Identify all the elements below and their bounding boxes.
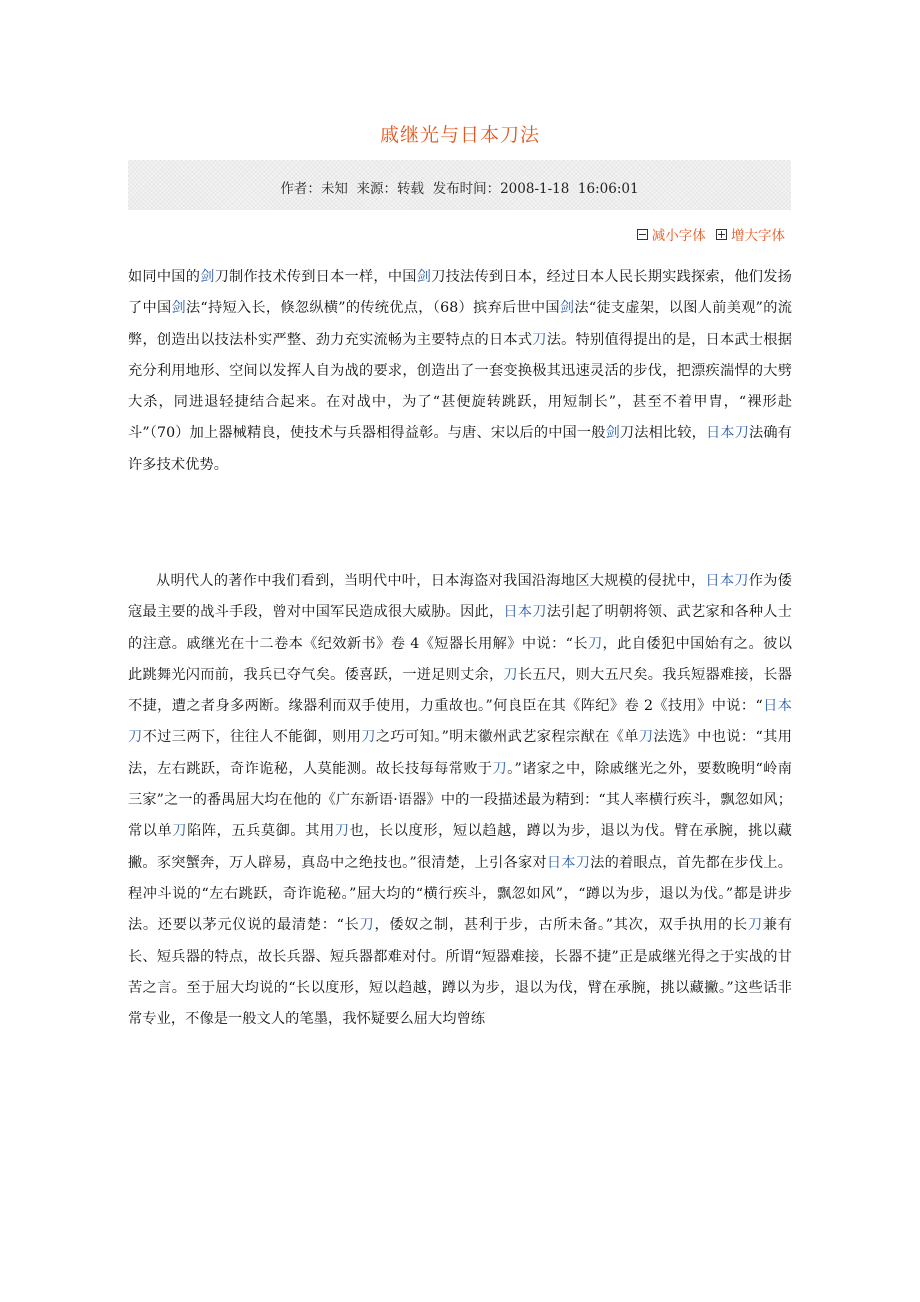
paragraph-text: 法确有许多技术优势。 [128, 425, 792, 473]
keyword-link[interactable]: 剑 [200, 269, 215, 285]
paragraph-text: 刀制作技术传到日本一样，中国 [214, 269, 417, 285]
keyword-link[interactable]: 日本刀 [546, 854, 591, 871]
paragraph-text: 之巧可知。”明末徽州武艺家程宗猷在《单 [375, 729, 639, 746]
plus-box-icon [716, 229, 727, 240]
paragraph-text: 从明代人的著作中我们看到，当明代中叶，日本海盗对我国沿海地区大规模的侵扰中， [156, 573, 706, 589]
paragraph-text: 作为倭寇最主要的战斗手段，曾对中国军民造成很大威胁。因此， [128, 573, 792, 621]
article-paragraph-1 [128, 262, 792, 481]
paragraph-text: 法。特别值得提出的是，日本武士根据充分利用地形、空间以发挥人自为战的要求，创造出了一套变换极其迅速灵活的步伐，把漂疾湍悍的大劈大杀，同进退轻捷结合起来。在对战中，为了“甚便旋转跳跃，用短制长”，甚至不着甲胄，“裸形赴斗”（70）加上器械精良，使技术与兵器相得益彰。与唐、宋以后的中国一般 [128, 331, 793, 442]
paragraph-text: 。”诸家之中，除戚继光之外，要数晚明“岭南三家”之一的番禺屈大均在他的《广东新语·语器》中的一段描述最为精到：“其人率横行疾斗，飘忽如风；常以单 [128, 760, 792, 840]
keyword-link[interactable]: 剑 [559, 300, 575, 317]
keyword-link[interactable]: 刀 [334, 823, 350, 840]
keyword-link[interactable]: 刀 [492, 760, 508, 777]
keyword-link[interactable]: 剑 [605, 425, 620, 442]
keyword-link[interactable]: 日本刀 [503, 604, 547, 621]
paragraph-text: 如同中国的 [128, 269, 201, 285]
article-meta-box [128, 160, 791, 210]
keyword-link[interactable]: 剑 [416, 269, 432, 285]
keyword-link[interactable]: 日本刀 [705, 573, 749, 589]
paragraph-text: 法“持短入长，倏忽纵横”的传统优点，（68）摈弃后世中国 [185, 300, 560, 317]
article-title: 戚继光与日本刀法 [379, 124, 540, 146]
keyword-link[interactable]: 日本刀 [128, 698, 792, 746]
article-meta: 作者：未知 来源：转载 发布时间：2008-1-18 16:06:01 [280, 181, 639, 197]
font-size-controls [631, 224, 785, 244]
keyword-link[interactable]: 日本刀 [705, 425, 749, 442]
keyword-link[interactable]: 刀 [359, 917, 375, 934]
paragraph-text: 法选》中也说：“其用法，左右跳跃，奇诈诡秘，人莫能测。故长技每每常败于 [128, 729, 792, 777]
paragraph-text: 法引起了明朝将领、武艺家和各种人士的注意。戚继光在十二卷本《纪效新书》卷 4《短器长用解》中说：“长 [128, 604, 793, 652]
minus-box-icon [637, 229, 648, 240]
paragraph-text: 兼有长、短兵器的特点，故长兵器、短兵器都难对付。所谓“短器难接，长器不捷”正是戚继光得之于实战的甘苦之言。至于屈大均说的“长以度形，短以趋越，蹲以为步，退以为伐，臂在承腕，挑以藏撇。”这些话非常专业，不像是一般文人的笔墨，我怀疑要么屈大均曾练 [128, 917, 792, 1028]
paragraph-text: 长五尺，则大五尺矣。我兵短器难接，长器不捷，遭之者身多两断。缘器利而双手使用，力重故也。”何良臣在其《阵纪》卷 2《技用》中说：“ [128, 666, 793, 715]
paragraph-text: 不过三两下，往往人不能御，则用 [142, 729, 362, 746]
increase-font-label: 增大字体 [731, 228, 785, 244]
paragraph-text: 法“徒支虚架，以图人前美观”的流弊，创造出以技法朴实严整、劲力充实流畅为主要特点的日本式 [128, 300, 792, 348]
decrease-font-label: 减小字体 [651, 228, 706, 244]
paragraph-text: 刀技法传到日本，经过日本人民长期实践探索，他们发扬了中国 [128, 269, 792, 317]
keyword-link[interactable]: 刀 [532, 331, 547, 348]
decrease-font-button[interactable] [637, 224, 706, 244]
paragraph-text: ，倭奴之制，甚利于步，古所未备。”其次，双手执用的长 [374, 917, 748, 934]
paragraph-text: 陷阵，五兵莫御。其用 [187, 823, 335, 840]
article-paragraph-2 [128, 566, 792, 1035]
keyword-link[interactable]: 刀 [361, 729, 376, 746]
paragraph-text: 法的着眼点，首先都在步伐上。程冲斗说的“左右跳跃，奇诈诡秘。”屈大均的“横行疾斗，飘忽如风”，“蹲以为步，退以为伐。”都是讲步法。还要以茅元仪说的最清楚：“长 [128, 854, 793, 934]
keyword-link[interactable]: 刀 [747, 917, 763, 934]
paragraph-text: 也，长以度形，短以趋越，蹲以为步，退以为伐。臂在承腕，挑以藏撇。豕突蟹奔，万人辟易，真岛中之绝技也。”很清楚，上引各家对 [128, 823, 792, 871]
keyword-link[interactable]: 刀 [172, 823, 188, 840]
paragraph-text: 刀法相比较， [619, 425, 706, 442]
keyword-link[interactable]: 刀 [503, 666, 518, 683]
keyword-link[interactable]: 刀 [638, 729, 654, 746]
increase-font-button[interactable] [716, 224, 785, 244]
keyword-link[interactable]: 刀 [587, 635, 603, 652]
keyword-link[interactable]: 剑 [171, 300, 186, 317]
paragraph-text: ，此自倭犯中国始有之。彼以此跳舞光闪而前，我兵已夺气矣。倭喜跃，一迸足则丈余， [128, 635, 792, 683]
